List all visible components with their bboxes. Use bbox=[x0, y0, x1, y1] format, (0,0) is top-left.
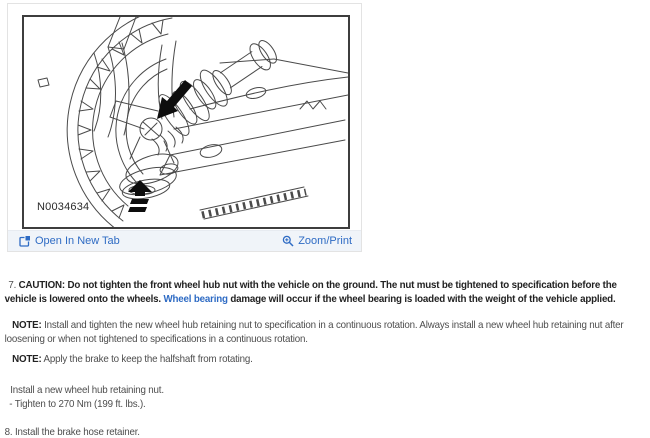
zoom-print-label: Zoom/Print bbox=[298, 235, 352, 247]
suspension-diagram bbox=[22, 15, 350, 229]
zoom-print-link[interactable] bbox=[282, 235, 352, 247]
figure-toolbar bbox=[8, 230, 361, 251]
note-2-text: Apply the brake to keep the halfshaft from rotating. bbox=[43, 353, 253, 365]
magnifier-icon bbox=[282, 235, 294, 247]
step-7-number: 7. bbox=[8, 279, 17, 291]
wheel-bearing-link[interactable]: Wheel bearing bbox=[163, 293, 228, 305]
note-1-text: Install and tighten the new wheel hub retaining nut to specification in a continuous rotation. Always install a new wheel hub retaining nut after loosening or when not tightened to specifications in a continuous rotation. bbox=[4, 319, 624, 345]
figure-card bbox=[7, 3, 362, 252]
torque-spec-line: - Tighten to 270 Nm (199 ft. lbs.). bbox=[9, 398, 146, 410]
install-nut-instruction: Install a new wheel hub retaining nut. bbox=[10, 384, 164, 396]
open-in-new-tab-link[interactable] bbox=[19, 235, 120, 247]
caution-label: CAUTION: bbox=[18, 279, 65, 291]
open-in-new-tab-label: Open In New Tab bbox=[35, 235, 120, 247]
caution-text-before-link: Do not tighten the front wheel hub nut with the vehicle on the ground. The nut must be tightened to specification before the vehicle is lowered onto the wheels. bbox=[4, 279, 617, 305]
caution-text-after-link: damage will occur if the wheel bearing is loaded with the weight of the vehicle applied. bbox=[230, 293, 616, 305]
step-8 bbox=[5, 425, 647, 438]
figure-number-label: N0034634 bbox=[37, 201, 90, 213]
note-2-label: NOTE: bbox=[12, 353, 42, 365]
step-8-text: Install the brake hose retainer. bbox=[14, 426, 140, 438]
procedure-text bbox=[0, 276, 650, 438]
note-1 bbox=[5, 318, 647, 346]
step-7-caution bbox=[5, 278, 647, 306]
note-2 bbox=[5, 352, 647, 366]
note-1-label: NOTE: bbox=[12, 319, 42, 331]
halfshaft-line-art bbox=[24, 17, 348, 227]
open-in-new-tab-icon bbox=[19, 235, 31, 247]
step-8-number: 8. bbox=[4, 426, 13, 438]
